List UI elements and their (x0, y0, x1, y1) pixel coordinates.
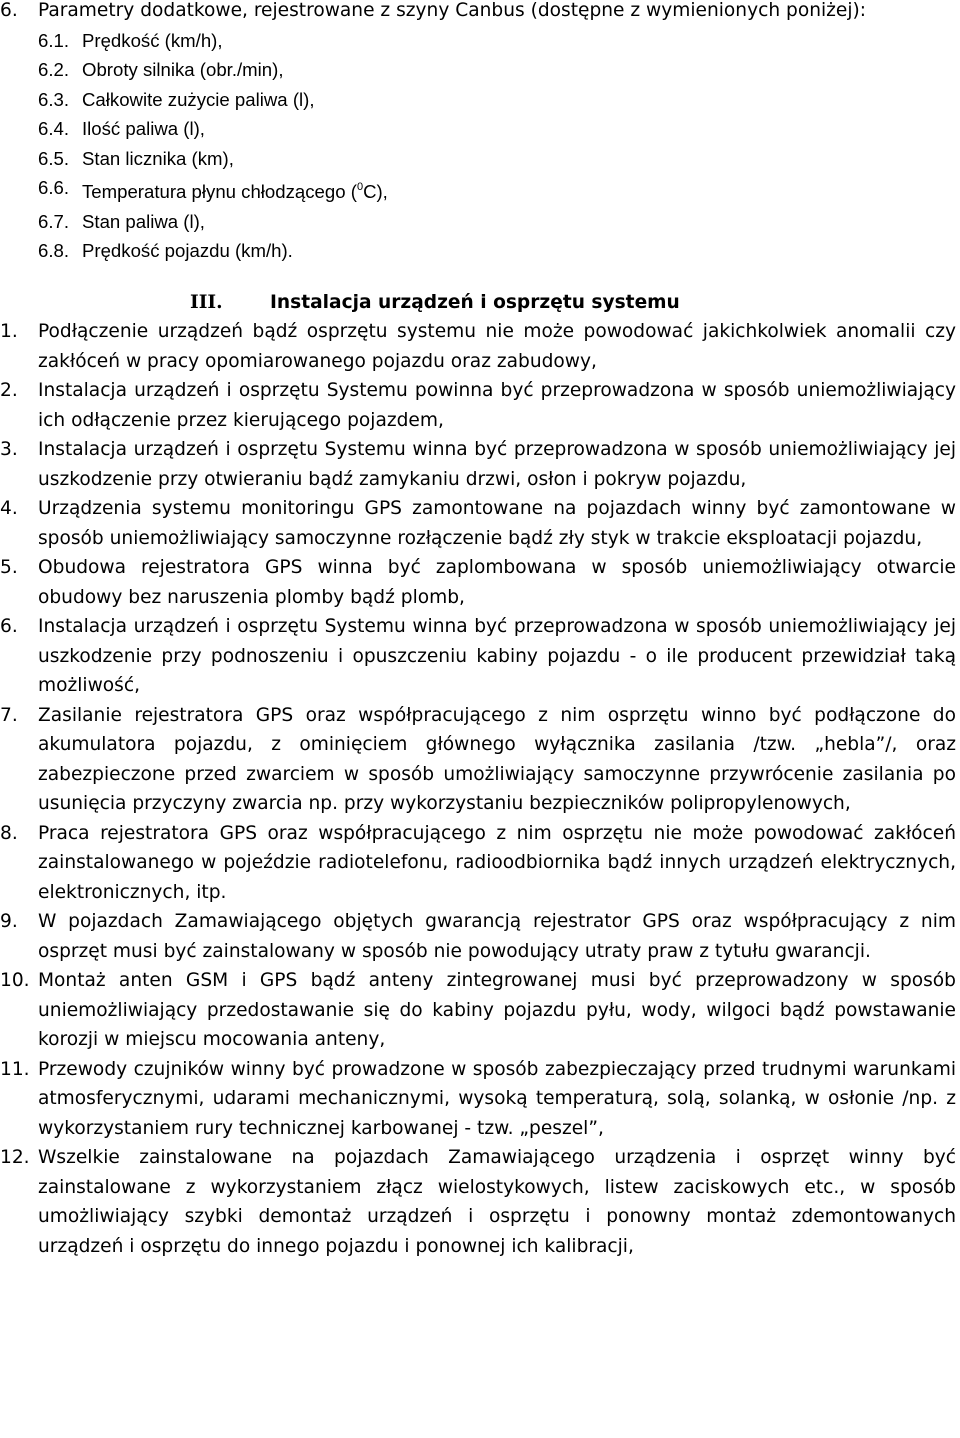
heading-title: Instalacja urządzeń i osprzętu systemu (270, 291, 680, 313)
section-6-sublist (0, 26, 960, 266)
list-item-number: 1. (0, 321, 18, 342)
numbered-list (0, 317, 960, 1261)
subitem-text: Ilość paliwa (l), (82, 118, 205, 139)
subitem-number: 6.2. (38, 59, 70, 80)
list-item-text: Instalacja urządzeń i osprzętu Systemu powinna być przeprowadzona w sposób uniemożliwiający ich odłączenie przez kierującego pojazdem, (38, 380, 956, 431)
subitem-text: Prędkość pojazdu (km/h). (82, 240, 293, 261)
list-item-11 (0, 1055, 960, 1144)
subitem-6-5 (0, 144, 960, 174)
section-6-intro (0, 0, 960, 26)
subitem-6-1 (0, 26, 960, 56)
subitem-number: 6.7. (38, 210, 70, 232)
list-item-5 (0, 553, 960, 612)
subitem-6-6 (0, 173, 960, 207)
list-item-6 (0, 612, 960, 701)
list-item-1 (0, 317, 960, 376)
subitem-text: Prędkość (km/h), (82, 29, 223, 51)
subitem-number: 6.1. (38, 29, 70, 51)
subitem-text-after: C), (363, 181, 388, 202)
list-item-number: 4. (0, 498, 18, 519)
section-6-intro-text: Parametry dodatkowe, rejestrowane z szyny Canbus (dostępne z wymienionych poniżej): (38, 0, 867, 21)
degree-superscript: 0 (356, 181, 364, 193)
list-item-7 (0, 701, 960, 819)
subitem-number: 6.4. (38, 118, 70, 139)
subitem-6-2 (0, 55, 960, 85)
list-item-text: Obudowa rejestratora GPS winna być zaplombowana w sposób uniemożliwiający otwarcie obudowy bez naruszenia plomby bądź plomb, (38, 557, 956, 608)
list-item-text: Podłączenie urządzeń bądź osprzętu systemu nie może powodować jakichkolwiek anomalii czy zakłóceń w pracy opomiarowanego pojazdu oraz zabudowy, (38, 321, 956, 372)
list-item-text: W pojazdach Zamawiającego objętych gwarancją rejestrator GPS oraz współpracujący z nim osprzęt musi być zainstalowany w sposób nie powodujący utraty praw z tytułu gwarancji. (38, 911, 956, 962)
subitem-number: 6.5. (38, 147, 70, 169)
list-item-number: 3. (0, 439, 18, 460)
list-item-text: Instalacja urządzeń i osprzętu Systemu winna być przeprowadzona w sposób uniemożliwiający jej uszkodzenie przy otwieraniu bądź zamykaniu drzwi, osłon i pokryw pojazdu, (38, 439, 956, 490)
subitem-number: 6.6. (38, 177, 70, 198)
list-item-text: Zasilanie rejestratora GPS oraz współpracującego z nim osprzętu winno być podłączone do akumulatora pojazdu, z ominięciem głównego wyłącznika zasilania /tzw. „hebla”/, oraz zabezpieczone przed zwarciem w sposób umożliwiający samoczynne przywrócenie zasilania po usunięcia przyczyny zwarcia np. przy wykorzystaniu bezpieczników polipropylenowych, (38, 704, 956, 814)
list-item-number: 6. (0, 616, 18, 637)
subitem-text: Stan paliwa (l), (82, 210, 205, 232)
subitem-6-4 (0, 114, 960, 144)
subitem-text: Obroty silnika (obr./min), (82, 59, 284, 80)
subitem-6-3 (0, 85, 960, 115)
list-item-9 (0, 907, 960, 966)
list-item-10 (0, 966, 960, 1055)
list-item-text: Instalacja urządzeń i osprzętu Systemu winna być przeprowadzona w sposób uniemożliwiający jej uszkodzenie przy podnoszeniu i opuszczeniu kabiny pojazdu - o ile producent przewidział taką możliwość, (38, 616, 956, 696)
list-item-text: Wszelkie zainstalowane na pojazdach Zamawiającego urządzenia i osprzęt winny być zainstalowane z wykorzystaniem złącz wielostykowych, listew zaciskowych etc., w sposób umożliwiający szybki demontaż urządzeń i osprzętu i ponowny montaż zdemontowanych urządzeń i osprzętu do innego pojazdu i ponownej ich kalibracji, (38, 1147, 956, 1257)
section-heading (0, 288, 960, 318)
subitem-text-before: Temperatura płynu chłodzącego ( (82, 181, 357, 202)
list-item-3 (0, 435, 960, 494)
subitem-number: 6.3. (38, 88, 70, 110)
list-item-4 (0, 494, 960, 553)
list-item-number: 8. (0, 822, 18, 844)
list-item-8 (0, 819, 960, 908)
list-item-text: Urządzenia systemu monitoringu GPS zamontowane na pojazdach winny być zamontowane w sposób uniemożliwiający samoczynne rozłączenie bądź zły styk w trakcie eksploatacji pojazdu, (38, 498, 956, 549)
subitem-text: Całkowite zużycie paliwa (l), (82, 88, 315, 110)
list-item-number: 5. (0, 557, 18, 578)
subitem-text (38, 173, 388, 207)
subitem-text: Stan licznika (km), (82, 147, 234, 169)
subitem-6-7 (0, 207, 960, 237)
list-item-number: 7. (0, 704, 18, 726)
list-item-2 (0, 376, 960, 435)
list-item-12 (0, 1143, 960, 1261)
subitem-6-8 (0, 236, 960, 266)
list-item-number: 2. (0, 380, 18, 401)
list-item-text: Przewody czujników winny być prowadzone w sposób zabezpieczający przed trudnymi warunkami atmosferycznymi, udarami mechanicznymi, wysoką temperaturą, solą, solanką, w osłonie /np. z wykorzystaniem rury technicznej karbowanej - tzw. „peszel”, (38, 1058, 956, 1139)
list-item-number: 9. (0, 911, 18, 932)
list-item-text: Montaż anten GSM i GPS bądź anteny zintegrowanej musi być przeprowadzony w sposób uniemożliwiający przedostawanie się do kabiny pojazdu pyłu, wody, wilgoci bądź powstawanie korozji w miejscu mocowania anteny, (38, 970, 956, 1050)
list-item-text: Praca rejestratora GPS oraz współpracującego z nim osprzętu nie może powodować zakłóceń zainstalowanego w pojeździe radiotelefonu, radioodbiornika bądź innych urządzeń elektrycznych, elektronicznych, itp. (38, 822, 956, 903)
list-item-number: 11. (0, 1058, 30, 1080)
heading-roman-numeral: III. (190, 291, 223, 313)
section-6-number: 6. (0, 0, 18, 21)
subitem-number: 6.8. (38, 240, 70, 261)
list-item-number: 10. (0, 970, 30, 991)
list-item-number: 12. (0, 1147, 30, 1168)
